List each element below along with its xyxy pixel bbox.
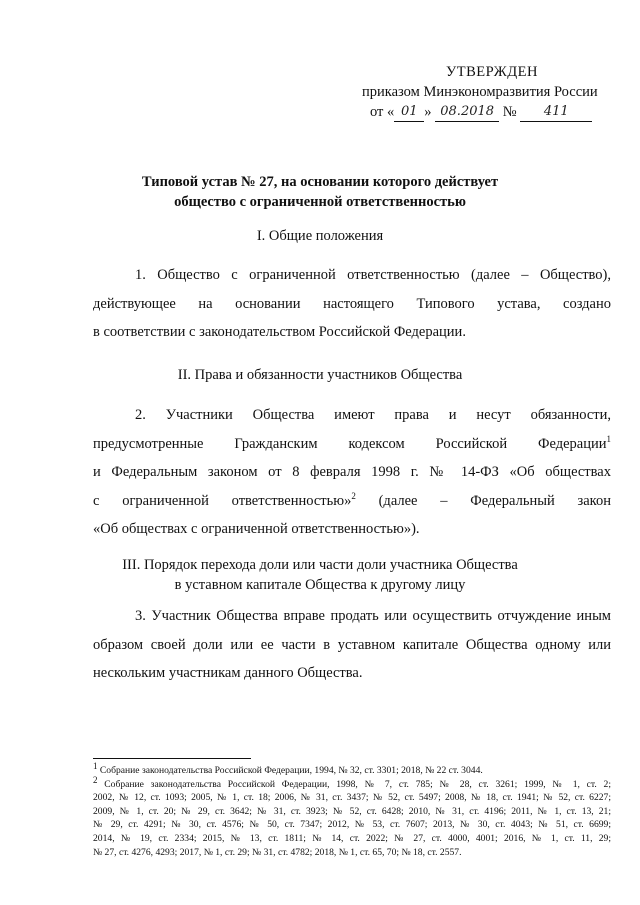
footnote-ref-2: 2 [351, 490, 356, 501]
approval-from-label: от « [370, 104, 395, 120]
paragraph-2-line2: предусмотренные Гражданским кодексом Российской Федерации$^1$ [93, 433, 611, 452]
approval-number-label: № [502, 104, 517, 120]
paragraph-3-line1: 3. Участник Общества вправе продать или осуществить отчуждение иным [135, 608, 611, 624]
paragraph-2-line3: и Федеральным законом от 8 февраля 1998 г. № 14-ФЗ «Об обществах [93, 464, 611, 480]
paragraph-1-line1: 1. Общество с ограниченной ответственностью (далее – Общество), [135, 267, 611, 283]
footnote-2-mark: 2 [93, 774, 98, 785]
footnote-2-line4: № 29, ст. 4291; № 30, ст. 4576; № 50, ст. 7347; 2012, № 53, ст. 7607; 2013, № 30, ст. 4043; № 51, ст. 6699; [93, 819, 611, 831]
section-3-heading [0, 555, 640, 595]
section-3-heading-line1: III. Порядок перехода доли или части доли участника Общества [122, 557, 518, 573]
approval-day: 01 [394, 103, 424, 122]
footnote-2-line5: 2014, № 19, ст. 2334; 2015, № 13, ст. 1811; № 14, ст. 2022; № 27, ст. 4000, 4001; 2016, № 1, ст. 11, 29; [93, 832, 611, 844]
paragraph-1-line2: действующее на основании настоящего Типового устава, создано [93, 295, 611, 312]
footnote-2-line1: $^2$ Собрание законодательства Российской Федерации, 1998, № 7, ст. 785; № 28, ст. 3261; 1999, № 1, ст. 2; [93, 774, 611, 790]
paragraph-3 [93, 602, 611, 688]
section-1-heading: I. Общие положения [256, 228, 384, 244]
approval-number: 411 [520, 103, 592, 122]
document-title [0, 172, 640, 212]
footnote-2-line6: № 27, ст. 4276, 4293; 2017, № 1, ст. 29; № 31, ст. 4782; 2018, № 1, ст. 65, 70; № 18, ст. 2557. [93, 846, 462, 858]
approval-title: УТВЕРЖДЕН [446, 64, 538, 80]
approval-date-line [360, 102, 620, 122]
approval-close-quote: » [424, 104, 432, 120]
footnote-2-line3: 2009, № 1, ст. 20; № 29, ст. 3642; № 31, ст. 3923; № 52, ст. 6428; 2010, № 31, ст. 4196; 2011, № 1, ст. 13, 21; [93, 805, 611, 817]
footnote-2-line2: 2002, № 12, ст. 1093; 2005, № 1, ст. 18; 2006, № 31, ст. 3437; № 52, ст. 5497; 2008, № 18, ст. 1941; № 52, ст. 6227; [93, 792, 611, 804]
footnote-1-text: Собрание законодательства Российской Федерации, 1994, № 32, ст. 3301; 2018, № 22 ст. 3044. [97, 765, 483, 776]
approval-order-line: приказом Минэкономразвития России [362, 84, 598, 100]
paragraph-1-line3: в соответствии с законодательством Российской Федерации. [93, 324, 466, 340]
paragraph-2-line1: 2. Участники Общества имеют права и несут обязанности, [135, 407, 611, 423]
paragraph-2 [93, 401, 611, 544]
footnote-1-mark: 1 [93, 760, 98, 771]
paragraph-1 [93, 261, 611, 347]
paragraph-2-line5: «Об обществах с ограниченной ответственностью»). [93, 521, 420, 537]
paragraph-2-line4: с ограниченной ответственностью»$^2$ (далее – Федеральный закон [93, 490, 611, 509]
document-title-line1: Типовой устав № 27, на основании которого действует [141, 174, 499, 190]
footnote-ref-1: 1 [606, 433, 611, 444]
approval-month-year: 08.2018 [435, 103, 499, 122]
paragraph-3-line2: образом своей доли или ее части в уставном капитале Общества одному или [93, 636, 611, 653]
document-title-line2: общество с ограниченной ответственностью [174, 194, 466, 210]
section-3-heading-line2: в уставном капитале Общества к другому лицу [174, 577, 466, 593]
footnotes [93, 760, 611, 859]
footnote-separator [93, 758, 251, 759]
paragraph-3-line3: нескольким участникам данного Общества. [93, 665, 363, 681]
footnote-1 [93, 760, 611, 778]
approval-stamp [360, 62, 620, 122]
section-2-heading: II. Права и обязанности участников Общества [177, 367, 463, 383]
